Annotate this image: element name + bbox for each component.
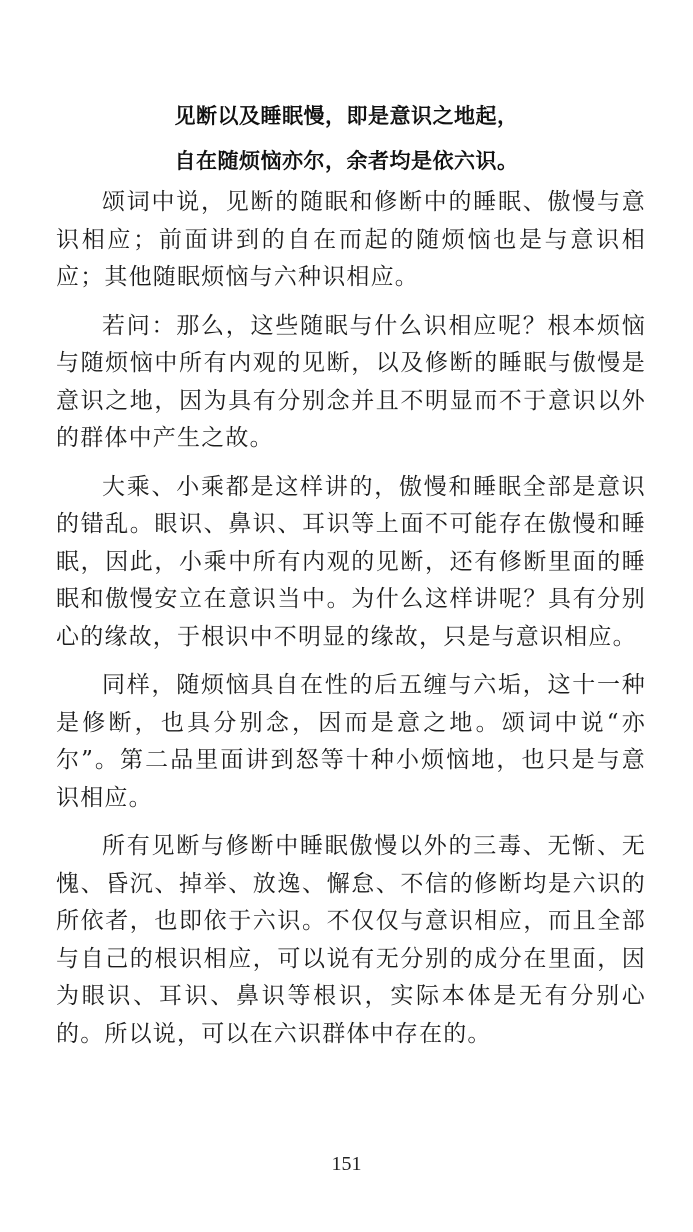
verse-line-1: 见断以及睡眠慢，即是意识之地起， <box>174 104 519 128</box>
paragraph-1: 颂词中说，见断的随眠和修断中的睡眠、傲慢与意识相应；前面讲到的自在而起的随烦恼也是与意识相应；其他随眠烦恼与六种识相应。 <box>56 189 646 290</box>
paragraph-5: 所有见断与修断中睡眠傲慢以外的三毒、无惭、无愧、昏沉、掉举、放逸、懈怠、不信的修断均是六识的所依者，也即依于六识。不仅仅与意识相应，而且全部与自己的根识相应，可以说有无分别的成分在里面，因为眼识、耳识、鼻识等根识，实际本体是无有分别心的。所以说，可以在六识群体中存在的。 <box>56 833 646 1047</box>
paragraph-4: 同样，随烦恼具自在性的后五缠与六垢，这十一种是修断，也具分别念，因而是意之地。颂词中说“亦尔”。第二品里面讲到怒等十种小烦恼地，也只是与意识相应。 <box>56 672 646 811</box>
paragraph-3: 大乘、小乘都是这样讲的，傲慢和睡眠全部是意识的错乱。眼识、鼻识、耳识等上面不可能存在傲慢和睡眠，因此，小乘中所有内观的见断，还有修断里面的睡眠和傲慢安立在意识当中。为什么这样讲呢？具有分别心的缘故，于根识中不明显的缘故，只是与意识相应。 <box>56 473 646 650</box>
page-number: 151 <box>331 1153 362 1175</box>
commentary-body <box>56 184 646 1064</box>
paragraph-2: 若问：那么，这些随眠与什么识相应呢？根本烦恼与随烦恼中所有内观的见断，以及修断的睡眠与傲慢是意识之地，因为具有分别念并且不明显而不于意识以外的群体中产生之故。 <box>56 312 646 451</box>
verse-line-2: 自在随烦恼亦尔，余者均是依六识。 <box>174 149 519 173</box>
